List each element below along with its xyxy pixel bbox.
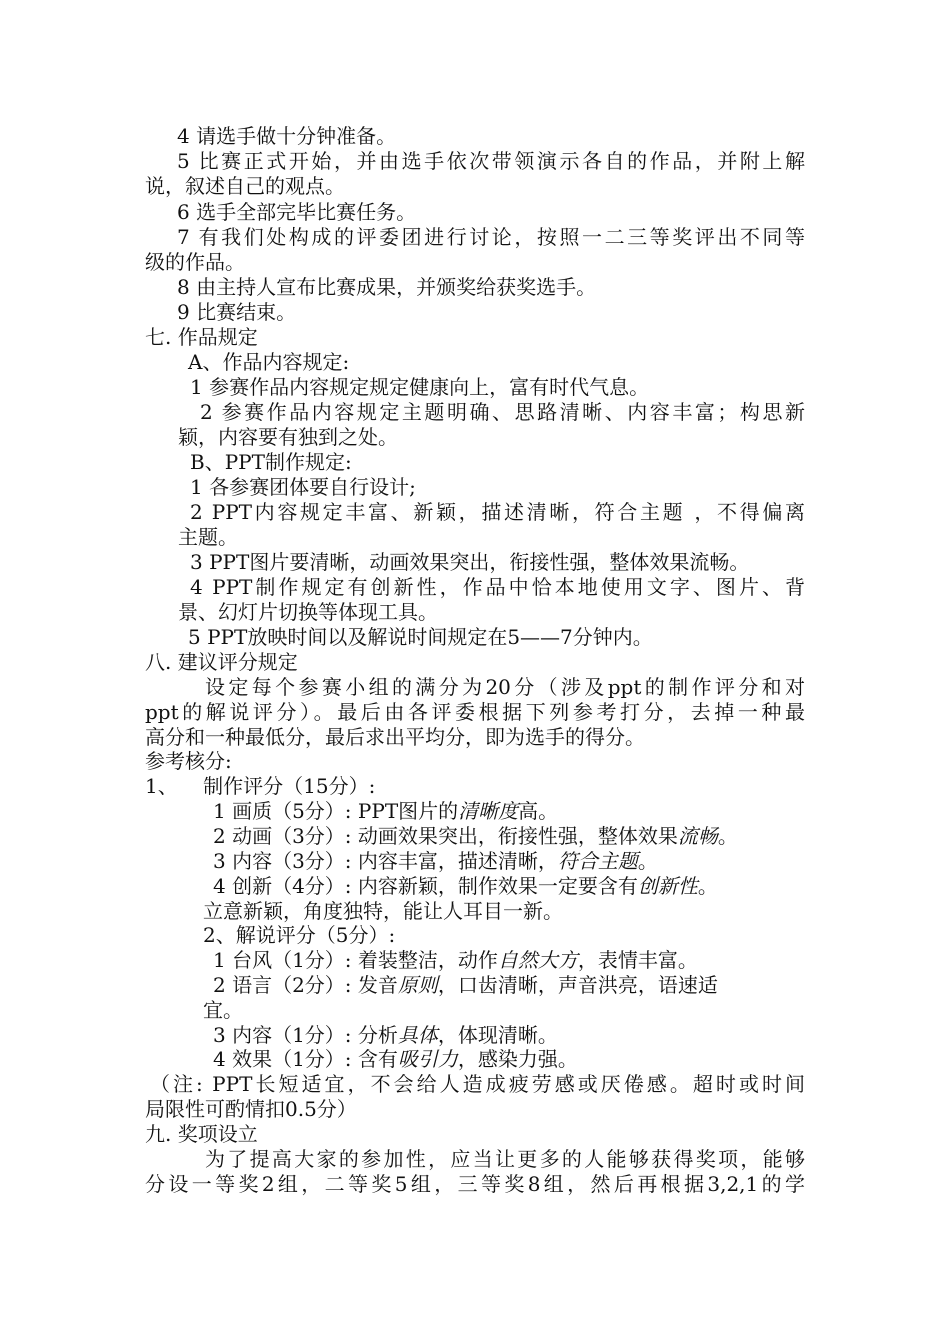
text-line: 主题。: [178, 525, 238, 549]
scoring-heading: 2、解说评分（5分）:: [203, 923, 396, 947]
text-line: [213, 848, 658, 874]
text-line: 7 有我们处构成的评委团进行讨论，按照一二三等奖评出不同等: [177, 225, 805, 249]
text-run: ，表情丰富。: [577, 948, 698, 972]
text-line: ppt的解说评分）。最后由各评委根据下列参考打分，去掉一种最: [145, 700, 805, 724]
text-line: [213, 798, 558, 824]
text-line: 1 各参赛团体要自行设计;: [190, 475, 416, 499]
text-run: 1 台风（1分）: 着装整洁，动作: [213, 948, 498, 972]
text-line: 3 PPT图片要清晰，动画效果突出，衔接性强，整体效果流畅。: [190, 550, 750, 574]
text-line: 颖，内容要有独到之处。: [178, 425, 398, 449]
text-line: 设定每个参赛小组的满分为20分（涉及ppt的制作评分和对: [205, 675, 805, 699]
text-line: [213, 873, 718, 899]
text-run: 3 内容（1分）: 分析: [213, 1023, 398, 1047]
text-run: ，口齿清晰，声音洪亮，语速适: [437, 973, 718, 997]
subsection-heading: A、作品内容规定:: [188, 350, 350, 374]
text-run: ，体现清晰。: [437, 1023, 558, 1047]
text-line: 4 请选手做十分钟准备。: [177, 124, 397, 148]
text-run: 2 语言（2分）: 发音: [213, 973, 398, 997]
text-line: [213, 1022, 558, 1048]
text-run: 。: [637, 849, 658, 873]
text-line: 为了提高大家的参加性，应当让更多的人能够获得奖项，能够: [205, 1147, 805, 1171]
text-line: 4 PPT制作规定有创新性，作品中恰本地使用文字、图片、背: [190, 575, 805, 599]
section-heading: 八. 建议评分规定: [145, 650, 298, 674]
subsection-heading: B、PPT制作规定:: [190, 450, 352, 474]
text-run: 4 效果（1分）: 含有: [213, 1047, 398, 1071]
text-line: 1 参赛作品内容规定规定健康向上，富有时代气息。: [190, 375, 650, 399]
text-line: 分设一等奖2组，二等奖5组，三等奖8组，然后再根据3,2,1的学: [145, 1172, 805, 1196]
text-line: 2 参赛作品内容规定主题明确、思路清晰、内容丰富；构思新: [200, 400, 805, 424]
text-run: 。: [717, 824, 738, 848]
text-line: 8 由主持人宣布比赛成果，并颁奖给获奖选手。: [177, 275, 597, 299]
text-run: 。: [697, 874, 718, 898]
italic-run: 原则: [397, 973, 438, 997]
text-line: 5 PPT放映时间以及解说时间规定在5——7分钟内。: [188, 625, 653, 649]
italic-run: 流畅: [677, 824, 718, 848]
text-line: 宜。: [203, 998, 243, 1022]
text-line: 6 选手全部完毕比赛任务。: [177, 200, 417, 224]
italic-run: 吸引力: [397, 1047, 458, 1071]
note-line: 局限性可酌情扣0.5分）: [145, 1097, 357, 1121]
note-line: （注: PPT长短适宜，不会给人造成疲劳感或厌倦感。超时或时间: [150, 1072, 805, 1096]
italic-run: 清晰度: [458, 799, 519, 823]
text-line: 高分和一种最低分，最后求出平均分，即为选手的得分。: [145, 725, 645, 749]
italic-run: 自然大方: [497, 948, 578, 972]
text-line: 景、幻灯片切换等体现工具。: [178, 600, 438, 624]
text-run: 3 内容（3分）: 内容丰富，描述清晰，: [213, 849, 558, 873]
text-line: [213, 947, 698, 973]
section-heading: 九. 奖项设立: [145, 1122, 258, 1146]
text-run: 高。: [518, 799, 559, 823]
text-line: 2 PPT内容规定丰富、新颖，描述清晰，符合主题 ，不得偏离: [190, 500, 805, 524]
text-line: 说，叙述自己的观点。: [145, 174, 345, 198]
text-line: 参考核分:: [145, 749, 232, 773]
text-run: 1 画质（5分）: PPT图片的: [213, 799, 459, 823]
text-line: [213, 972, 718, 998]
italic-run: 符合主题: [557, 849, 638, 873]
text-run: 4 创新（4分）: 内容新颖，制作效果一定要含有: [213, 874, 638, 898]
text-run: 2 动画（3分）: 动画效果突出，衔接性强，整体效果: [213, 824, 678, 848]
text-line: 级的作品。: [145, 250, 245, 274]
text-line: [213, 1046, 578, 1072]
section-heading: 七. 作品规定: [145, 325, 258, 349]
scoring-heading: 1、 制作评分（15分）:: [145, 774, 376, 798]
italic-run: 创新性: [637, 874, 698, 898]
italic-run: 具体: [397, 1023, 438, 1047]
text-line: 立意新颖，角度独特，能让人耳目一新。: [203, 899, 563, 923]
text-line: [213, 823, 738, 849]
text-run: ，感染力强。: [457, 1047, 578, 1071]
text-line: 9 比赛结束。: [177, 300, 297, 324]
text-line: 5 比赛正式开始，并由选手依次带领演示各自的作品，并附上解: [177, 149, 805, 173]
